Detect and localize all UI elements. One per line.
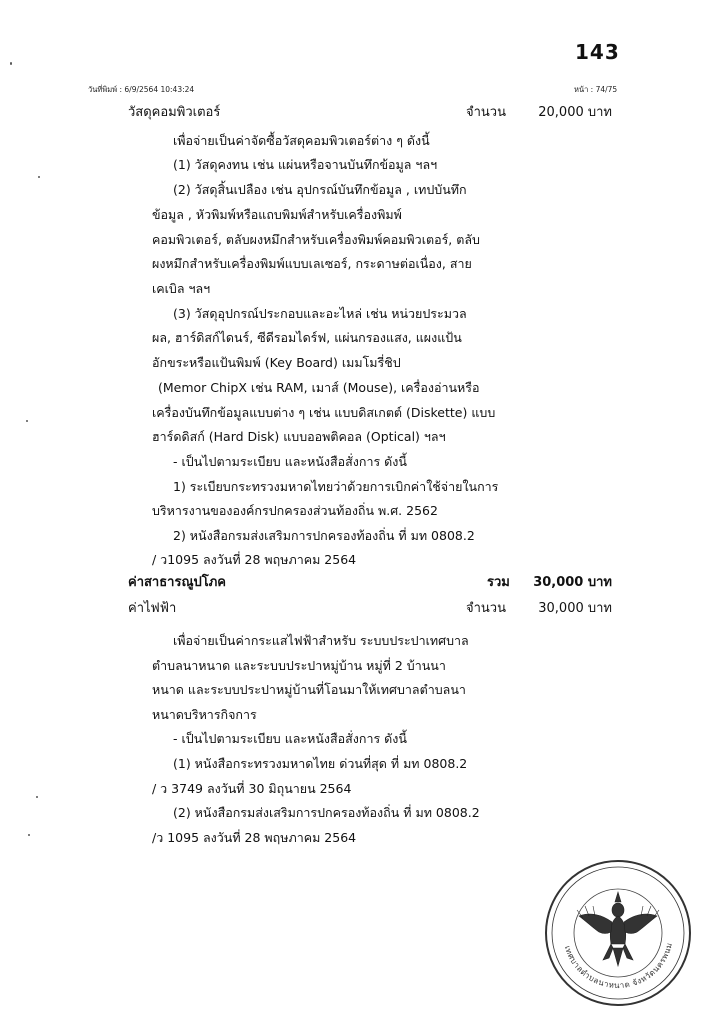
computer-section-title: วัสดุคอมพิวเตอร์ (128, 105, 221, 120)
body-line: ข้อมูล , หัวพิมพ์หรือแถบพิมพ์สำหรับเครื่องพิมพ์ (152, 207, 402, 222)
electricity-amount-label: จำนวน (466, 601, 506, 616)
body-line: 2) หนังสือกรมส่งเสริมการปกครองท้องถิ่น ที่ มท 0808.2 (173, 528, 475, 543)
body-line: / ว1095 ลงวันที่ 28 พฤษภาคม 2564 (152, 552, 357, 567)
body-line: (2) วัสดุสิ้นเปลือง เช่น อุปกรณ์บันทึกข้อมูล , เทปบันทึก (173, 182, 467, 197)
scan-speck (26, 420, 28, 422)
body-line: ผงหมึกสำหรับเครื่องพิมพ์แบบเลเซอร์, กระดาษต่อเนื่อง, สาย (152, 256, 472, 271)
body-line: หนาดบริหารกิจการ (152, 707, 257, 722)
body-line: (Memor ChipX เช่น RAM, เมาส์ (Mouse), เครื่องอ่านหรือ (158, 380, 480, 395)
computer-amount-label: จำนวน (466, 105, 506, 120)
body-line: เพื่อจ่ายเป็นค่าจัดซื้อวัสดุคอมพิวเตอร์ต่าง ๆ ดังนี้ (173, 133, 430, 148)
utilities-total: 30,000 บาท (533, 575, 612, 590)
scan-speck (28, 834, 30, 836)
body-line: (1) วัสดุคงทน เช่น แผ่นหรือจานบันทึกข้อมูล ฯลฯ (173, 157, 438, 172)
body-line: ฮาร์ดดิสก์ (Hard Disk) แบบออพติคอล (Optical) ฯลฯ (152, 429, 446, 444)
body-line: - เป็นไปตามระเบียบ และหนังสือสั่งการ ดังนี้ (173, 454, 407, 469)
body-line: อักขระหรือแป้นพิมพ์ (Key Board) เมมโมรี่ชิป (152, 355, 401, 370)
page-number: 143 (575, 40, 620, 64)
page-label: หน้า : 74/75 (574, 85, 618, 94)
body-line: - เป็นไปตามระเบียบ และหนังสือสั่งการ ดังนี้ (173, 731, 407, 746)
print-date: วันที่พิมพ์ : 6/9/2564 10:43:24 (88, 85, 195, 94)
body-line: (2) หนังสือกรมส่งเสริมการปกครองท้องถิ่น ที่ มท 0808.2 (173, 805, 480, 820)
electricity-section-title: ค่าไฟฟ้า (128, 601, 177, 616)
body-line: (3) วัสดุอุปกรณ์ประกอบและอะไหล่ เช่น หน่วยประมวล (173, 306, 467, 321)
body-line: เครื่องบันทึกข้อมูลแบบต่าง ๆ เช่น แบบดิสเกตต์ (Diskette) แบบ (152, 405, 496, 420)
body-line: (1) หนังสือกระทรวงมหาดไทย ด่วนที่สุด ที่ มท 0808.2 (173, 756, 468, 771)
seal-text: เทศบาลตำบลนาหนาด จังหวัดนครพนม (562, 941, 675, 991)
scan-speck (10, 62, 12, 65)
body-line: ตำบลนาหนาด และระบบประปาหมู่บ้าน หมู่ที่ 2 บ้านนา (152, 658, 446, 673)
body-line: เคเบิล ฯลฯ (152, 281, 211, 296)
utilities-total-label: รวม (487, 575, 510, 590)
body-line: หนาด และระบบประปาหมู่บ้านที่โอนมาให้เทศบาลตำบลนา (152, 682, 466, 697)
computer-amount: 20,000 บาท (538, 105, 612, 120)
scan-speck (38, 176, 40, 178)
garuda-seal-icon (543, 858, 693, 1008)
scan-speck (36, 796, 38, 798)
body-line: 1) ระเบียบกระทรวงมหาดไทยว่าด้วยการเบิกค่าใช้จ่ายในการ (173, 479, 499, 494)
electricity-amount: 30,000 บาท (538, 601, 612, 616)
body-line: คอมพิวเตอร์, ตลับผงหมึกสำหรับเครื่องพิมพ์คอมพิวเตอร์, ตลับ (152, 232, 480, 247)
body-line: เพื่อจ่ายเป็นค่ากระแสไฟฟ้าสำหรับ ระบบประปาเทศบาล (173, 633, 469, 648)
body-line: /ว 1095 ลงวันที่ 28 พฤษภาคม 2564 (152, 830, 357, 845)
body-line: / ว 3749 ลงวันที่ 30 มิถุนายน 2564 (152, 781, 352, 796)
utilities-section-title: ค่าสาธารณูปโภค (128, 575, 227, 590)
body-line: บริหารงานขององค์กรปกครองส่วนท้องถิ่น พ.ศ. 2562 (152, 503, 438, 518)
body-line: ผล, ฮาร์ดิสก์ไดนร์, ซีดีรอมไดร์ฟ, แผ่นกรองแสง, แผงแป้น (152, 330, 462, 345)
